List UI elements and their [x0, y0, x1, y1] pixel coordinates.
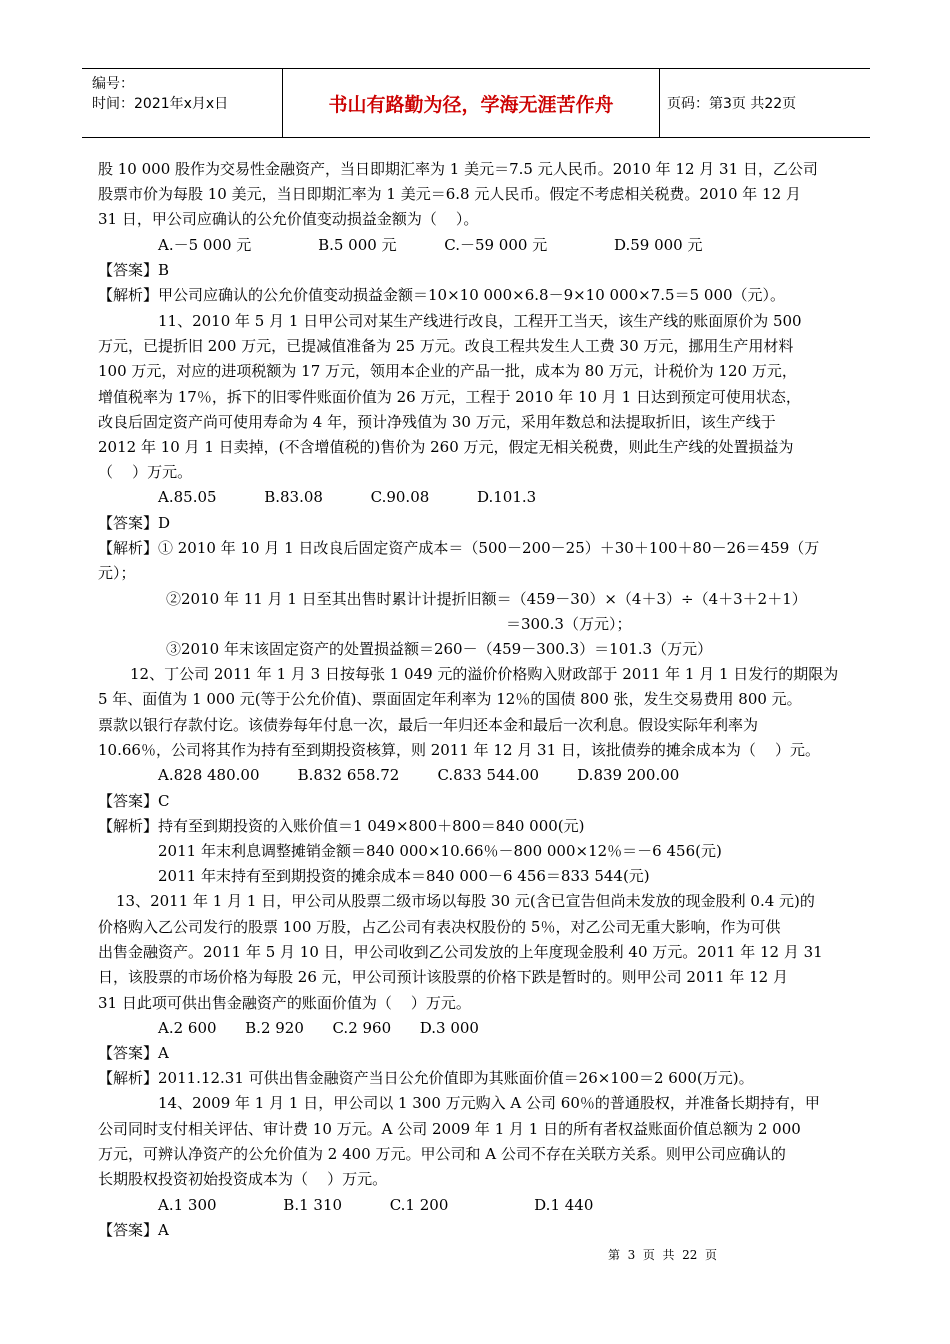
- question-line: 14、2009 年 1 月 1 日，甲公司以 1 300 万元购入 A 公司 60％的普通股权，并准备长期持有，甲: [158, 1094, 820, 1112]
- text-line: （ ）万元。: [98, 463, 193, 481]
- answer-line: 【答案】A: [98, 1044, 169, 1062]
- text-line: 10.66％，公司将其作为持有至到期投资核算，则 2011 年 12 月 31 日，该批债券的摊余成本为（ ）元。: [98, 741, 820, 759]
- text-line: 万元，已提折旧 200 万元，已提减值准备为 25 万元。改良工程共发生人工费 30 万元，挪用生产用材料: [98, 337, 794, 355]
- text-line: ＝300.3（万元）；: [506, 615, 632, 633]
- header-date-label: 时间：2021年x月x日: [92, 96, 229, 112]
- text-line: ③2010 年末该固定资产的处置损益额＝260－（459－300.3）＝101.3（万元）: [166, 640, 713, 658]
- text-line: 31 日此项可供出售金融资产的账面价值为（ ）万元。: [98, 994, 471, 1012]
- header-motto: 书山有路勤为径，学海无涯苦作舟: [282, 69, 660, 137]
- text-line: 元）；: [98, 564, 136, 582]
- text-line: 股票市价为每股 10 美元，当日即期汇率为 1 美元＝6.8 元人民币。假定不考虑相关税费。2010 年 12 月: [98, 185, 801, 203]
- answer-options: A.85.05 B.83.08 C.90.08 D.101.3: [158, 488, 537, 506]
- text-line: 增值税率为 17％，拆下的旧零件账面价值为 26 万元，工程于 2010 年 10 月 1 日达到预定可使用状态，: [98, 388, 801, 406]
- page-header: [82, 68, 870, 138]
- text-line: 改良后固定资产尚可使用寿命为 4 年，预计净残值为 30 万元，采用年数总和法提取折旧，该生产线于: [98, 413, 776, 431]
- analysis-line: 【解析】甲公司应确认的公允价值变动损益金额＝10×10 000×6.8－9×10 000×7.5＝5 000（元）。: [98, 286, 786, 304]
- text-line: 2011 年末利息调整摊销金额＝840 000×10.66％－800 000×12％＝－6 456(元): [158, 842, 722, 860]
- text-line: 日，该股票的市场价格为每股 26 元，甲公司预计该股票的价格下跌是暂时的。则甲公司 2011 年 12 月: [98, 968, 788, 986]
- answer-options: A.828 480.00 B.832 658.72 C.833 544.00 D.839 200.00: [158, 766, 680, 784]
- text-line: 31 日，甲公司应确认的公允价值变动损益金额为（ ）。: [98, 210, 479, 228]
- answer-line: 【答案】C: [98, 792, 170, 810]
- text-line: 长期股权投资初始投资成本为（ ）万元。: [98, 1170, 388, 1188]
- header-page-info: [659, 69, 870, 137]
- text-line: 万元，可辨认净资产的公允价值为 2 400 万元。甲公司和 A 公司不存在关联方关系。则甲公司应确认的: [98, 1145, 786, 1163]
- answer-line: 【答案】B: [98, 261, 170, 279]
- text-line: 100 万元，对应的进项税额为 17 万元，领用本企业的产品一批，成本为 80 万元，计税价为 120 万元，: [98, 362, 797, 380]
- question-line: 11、2010 年 5 月 1 日甲公司对某生产线进行改良，工程开工当天，该生产线的账面原价为 500: [158, 312, 802, 330]
- text-line: 公司同时支付相关评估、审计费 10 万元。A 公司 2009 年 1 月 1 日的所有者权益账面价值总额为 2 000: [98, 1120, 801, 1138]
- header-code-label: 编号：: [92, 76, 134, 92]
- header-page-label: 页码：第3页 共22页: [667, 96, 797, 112]
- answer-options: A.1 300 B.1 310 C.1 200 D.1 440: [158, 1196, 594, 1214]
- text-line: ②2010 年 11 月 1 日至其出售时累计计提折旧额＝（459－30）×（4＋3）÷（4＋3＋2＋1）: [166, 590, 807, 608]
- analysis-line: 【解析】持有至到期投资的入账价值＝1 049×800＋800＝840 000(元): [98, 817, 585, 835]
- answer-options: A.－5 000 元 B.5 000 元 C.－59 000 元 D.59 000 元: [158, 236, 703, 254]
- text-line: 2011 年末持有至到期投资的摊余成本＝840 000－6 456＝833 544(元): [158, 867, 650, 885]
- question-line: 12、丁公司 2011 年 1 月 3 日按每张 1 049 元的溢价价格购入财政部于 2011 年 1 月 1 日发行的期限为: [130, 665, 839, 683]
- text-line: 价格购入乙公司发行的股票 100 万股，占乙公司有表决权股份的 5％，对乙公司无重大影响，作为可供: [98, 918, 781, 936]
- header-meta: [82, 69, 282, 137]
- text-line: 票款以银行存款付讫。该债券每年付息一次，最后一年归还本金和最后一次利息。假设实际年利率为: [98, 716, 759, 734]
- text-line: 出售金融资产。2011 年 5 月 10 日，甲公司收到乙公司发放的上年度现金股利 40 万元。2011 年 12 月 31: [98, 943, 823, 961]
- answer-line: 【答案】D: [98, 514, 171, 532]
- text-line: 2012 年 10 月 1 日卖掉，(不含增值税的)售价为 260 万元，假定无相关税费，则此生产线的处置损益为: [98, 438, 794, 456]
- analysis-line: 【解析】① 2010 年 10 月 1 日改良后固定资产成本＝（500－200－25）＋30＋100＋80－26＝459（万: [98, 539, 820, 557]
- analysis-line: 【解析】2011.12.31 可供出售金融资产当日公允价值即为其账面价值＝26×100＝2 600(万元)。: [98, 1069, 754, 1087]
- question-line: 13、2011 年 1 月 1 日，甲公司从股票二级市场以每股 30 元(含已宣告但尚未发放的现金股利 0.4 元)的: [116, 892, 815, 910]
- page-footer: 第 3 页 共 22 页: [608, 1248, 718, 1262]
- text-line: 股 10 000 股作为交易性金融资产，当日即期汇率为 1 美元＝7.5 元人民币。2010 年 12 月 31 日，乙公司: [98, 160, 818, 178]
- answer-line: 【答案】A: [98, 1221, 169, 1239]
- text-line: 5 年、面值为 1 000 元(等于公允价值)、票面固定年利率为 12％的国债 800 张，发生交易费用 800 元。: [98, 690, 802, 708]
- answer-options: A.2 600 B.2 920 C.2 960 D.3 000: [158, 1019, 479, 1037]
